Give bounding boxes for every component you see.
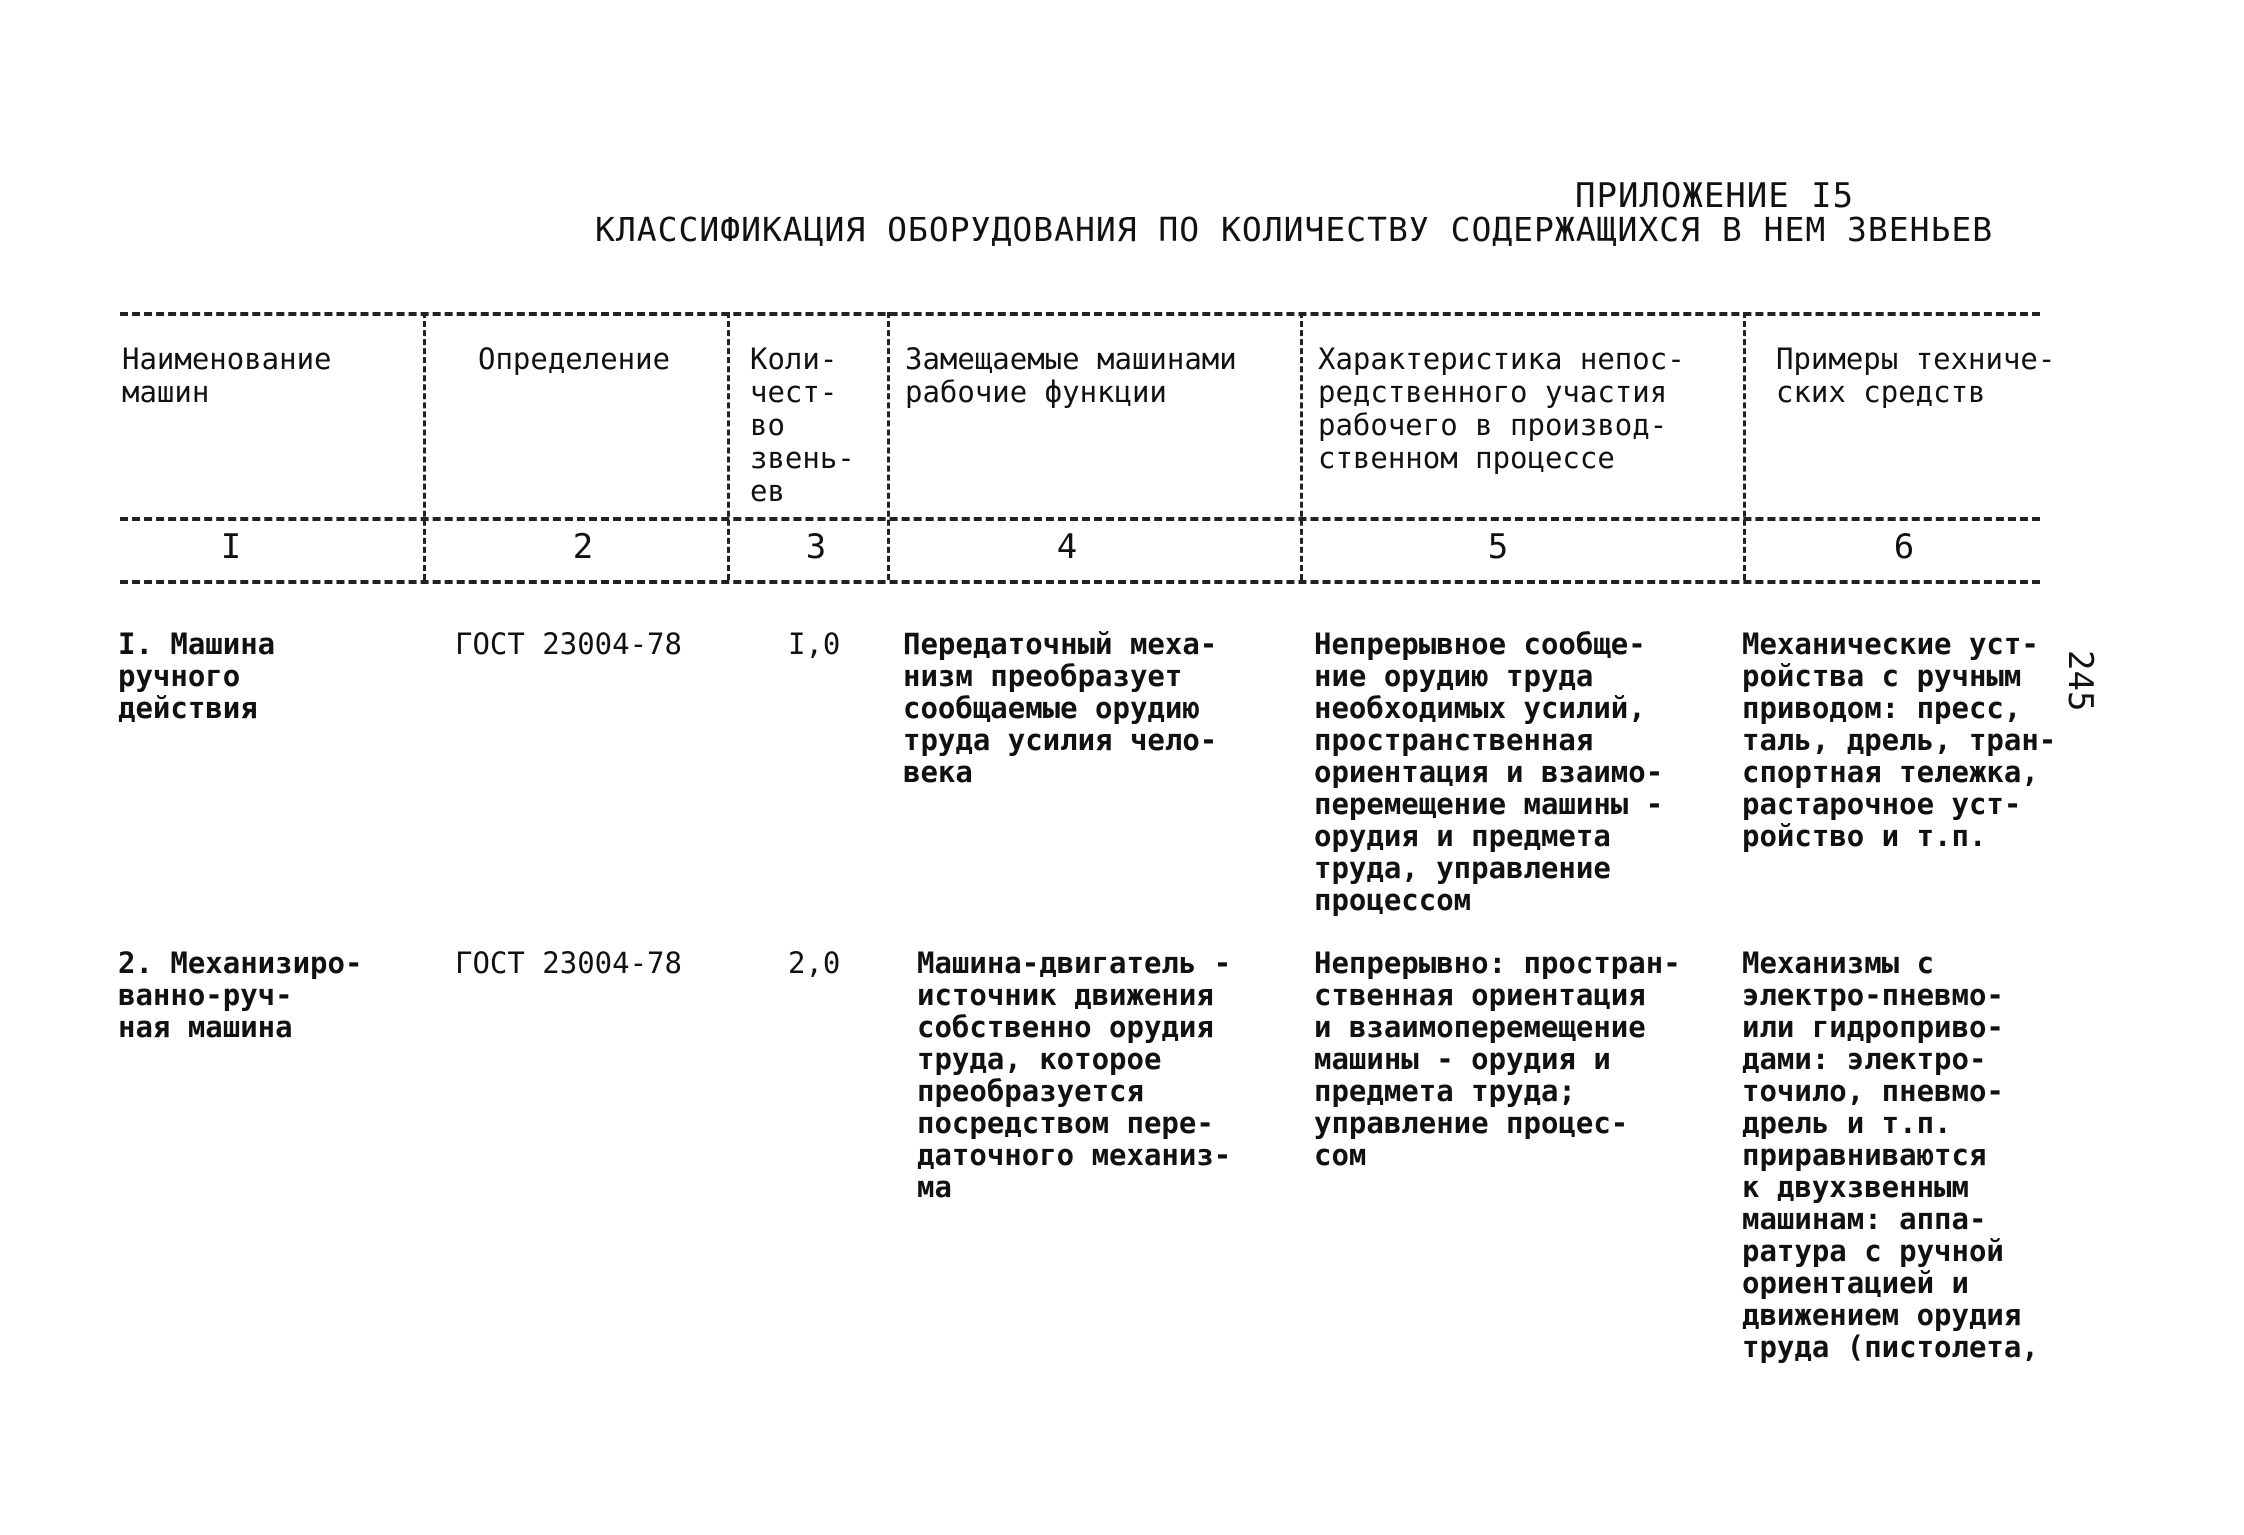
row-1-participation: Непрерывное сообще- ние орудию труда необходимых усилий, пространственная ориентация и взаимо- перемещение машины - орудия и предмета труда, управление процессом bbox=[1314, 627, 1664, 917]
row-1-links: I,0 bbox=[788, 627, 841, 661]
column-number-1: I bbox=[220, 527, 242, 567]
table-top-rule bbox=[120, 312, 2040, 316]
column-number-6: 6 bbox=[1893, 527, 1915, 567]
row-1-name: I. Машина ручного действия bbox=[118, 627, 276, 725]
numbering-bottom-rule bbox=[120, 580, 2040, 584]
row-2-definition: ГОСТ 23004-78 bbox=[455, 946, 682, 980]
column-divider-2 bbox=[727, 312, 730, 580]
column-header-name: Наименование машин bbox=[122, 342, 332, 409]
header-bottom-rule bbox=[120, 517, 2040, 521]
column-divider-3 bbox=[887, 312, 890, 580]
page-number: 245 bbox=[2060, 650, 2100, 712]
column-header-functions: Замещаемые машинами рабочие функции bbox=[905, 342, 1237, 409]
column-header-links-count: Коли- чест- во звень- ев bbox=[750, 342, 855, 508]
column-number-5: 5 bbox=[1487, 527, 1509, 567]
document-title: КЛАССИФИКАЦИЯ ОБОРУДОВАНИЯ ПО КОЛИЧЕСТВУ СОДЕРЖАЩИХСЯ В НЕМ ЗВЕНЬЕВ bbox=[595, 210, 1994, 249]
row-1-examples: Механические уст- ройства с ручным приводом: пресс, таль, дрель, тран- спортная тележка, растарочное уст- ройство и т.п. bbox=[1742, 627, 2057, 853]
row-1-functions: Передаточный меха- низм преобразует сообщаемые орудию труда усилия чело- века bbox=[903, 627, 1218, 789]
row-1-definition: ГОСТ 23004-78 bbox=[455, 627, 682, 661]
column-header-definition: Определение bbox=[478, 342, 671, 376]
row-2-participation: Непрерывно: простран- ственная ориентация и взаимоперемещение машины - орудия и предмета труда; управление процес- сом bbox=[1314, 946, 1681, 1172]
column-divider-1 bbox=[423, 312, 426, 580]
column-number-2: 2 bbox=[572, 527, 594, 567]
column-divider-5 bbox=[1743, 312, 1746, 580]
column-header-participation: Характеристика непос- редственного участия рабочего в производ- ственном процессе bbox=[1318, 342, 1685, 475]
row-2-links: 2,0 bbox=[788, 946, 841, 980]
column-number-4: 4 bbox=[1056, 527, 1078, 567]
row-2-examples: Механизмы с электро-пневмо- или гидроприво- дами: электро- точило, пневмо- дрель и т.п. приравниваются к двухзвенным машинам: аппа- ратура с ручной ориентацией и движением орудия труда (пистолета, bbox=[1742, 946, 2039, 1364]
column-divider-4 bbox=[1300, 312, 1303, 580]
row-2-name: 2. Механизиро- ванно-руч- ная машина bbox=[118, 946, 363, 1044]
row-2-functions: Машина-двигатель - источник движения собственно орудия труда, которое преобразуется посредством пере- даточного механиз- ма bbox=[917, 946, 1232, 1204]
column-header-examples: Примеры техниче- ских средств bbox=[1776, 342, 2056, 409]
column-number-3: 3 bbox=[805, 527, 827, 567]
appendix-label: ПРИЛОЖЕНИЕ I5 bbox=[1575, 176, 1855, 216]
